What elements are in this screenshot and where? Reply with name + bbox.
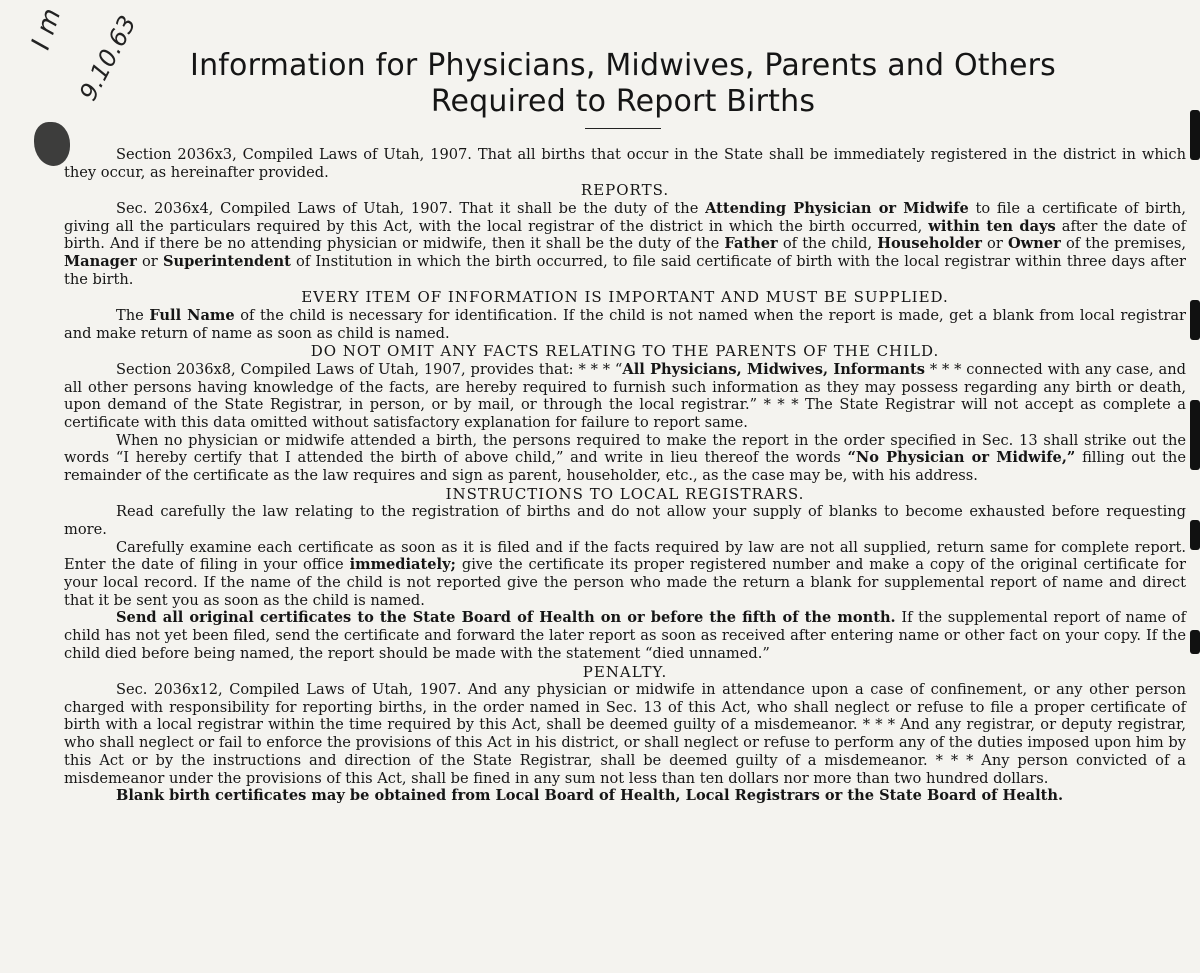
text-run: Section 2036x8, Compiled Laws of Utah, 1907, provides that: * * * “ — [116, 360, 623, 378]
bold-text: Superintendent — [162, 253, 291, 271]
section-heading: INSTRUCTIONS TO LOCAL REGISTRARS. — [445, 484, 805, 503]
section-heading: PENALTY. — [582, 662, 668, 681]
text-run: or — [981, 235, 1008, 253]
paragraph — [64, 787, 1186, 805]
section-heading: EVERY ITEM OF INFORMATION IS IMPORTANT AND MUST BE SUPPLIED. — [301, 288, 949, 307]
bold-text: Owner — [1007, 235, 1061, 253]
bold-text: All Physicians, Midwives, Informants — [622, 360, 925, 378]
bold-text: Full Name — [149, 306, 235, 324]
text-run: Section 2036x3, Compiled Laws of Utah, 1907. That all births that occur in the State shall be immediately registered in the district in which they occur, as hereinafter provided. — [64, 146, 1186, 181]
bold-text: within ten days — [928, 217, 1056, 235]
text-run: of the child, — [777, 235, 878, 253]
text-run: after the date of birth. And if there be no attending physician or midwife, then it shall be the duty of the — [64, 217, 1186, 253]
section-heading: REPORTS. — [580, 181, 670, 200]
handwritten-initials: I m — [26, 4, 68, 54]
text-run: filling out the remainder of the certificate as the law requires and sign as parent, householder, etc., as the case may be, with his address. — [64, 449, 1186, 485]
bold-text: “No Physician or Midwife,” — [847, 449, 1076, 467]
text-run: Carefully examine each certificate as soon as it is filed and if the facts required by law are not all supplied, return same for complete report. Enter the date of filing in your office — [64, 538, 1186, 574]
paragraph — [64, 503, 1186, 538]
paragraph — [64, 681, 1186, 787]
bold-text: Attending Physician or Midwife — [705, 199, 969, 217]
text-run: give the certificate its proper registered number and make a copy of the original certificate for your local record. If the name of the child is not reported give the person who made the return a blank for supplemental report of name and direct that it be sent you as soon as the child is named. — [64, 556, 1186, 609]
section-heading: DO NOT OMIT ANY FACTS RELATING TO THE PARENTS OF THE CHILD. — [310, 342, 940, 361]
bold-text: Blank birth certificates may be obtained from Local Board of Health, Local Registrars or the State Board of Health. — [116, 787, 1064, 805]
document-header — [140, 48, 1106, 129]
text-run: If the supplemental report of name of child has not yet been filed, send the certificate and forward the later report as soon as received after entering name or other fact on your copy. If the child died before being named, the report should be made with the statement “died unnamed.” — [64, 609, 1186, 662]
text-run: of Institution in which the birth occurred, to file said certificate of birth with the local registrar within three days after the birth. — [64, 253, 1186, 288]
text-run: When no physician or midwife attended a birth, the persons required to make the report in the order specified in Sec. 13 shall strike out the words “I hereby certify that I attended the birth of above child,” and write in lieu thereof the words — [64, 431, 1186, 467]
paragraph — [64, 432, 1186, 485]
text-run: of the premises, — [1060, 235, 1186, 253]
bold-text: immediately; — [349, 556, 456, 574]
paragraph — [64, 539, 1186, 610]
title-rule — [585, 128, 661, 129]
bold-text: Send all original certificates to the State Board of Health on or before the fifth of the month. — [116, 609, 896, 627]
bold-text: Father — [724, 235, 778, 253]
text-run: * * * connected with any case, and all other persons having knowledge of the facts, are hereby required to furnish such information as they may possess regarding any birth or death, upon demand of the State Registrar, in person, or by mail, or through the local registrar.” * * * The State Registrar will not accept as complete a certificate with this data omitted without satisfactory explanation for failure to report same. — [64, 360, 1186, 431]
paragraph — [64, 200, 1186, 289]
handwritten-date: 9.10.63 — [74, 11, 142, 106]
text-run: or — [136, 253, 163, 271]
text-run: Read carefully the law relating to the registration of births and do not allow your supply of blanks to become exhausted before requesting more. — [64, 503, 1186, 538]
bold-text: Householder — [877, 235, 982, 253]
torn-right-edge — [1184, 0, 1200, 973]
bold-text: Manager — [64, 253, 137, 271]
title-line-1: Information for Physicians, Midwives, Parents and Others — [190, 48, 1056, 83]
paragraph — [64, 361, 1186, 432]
text-run: of the child is necessary for identification. If the child is not named when the report is made, get a blank from local registrar and make return of name as soon as child is named. — [64, 306, 1187, 342]
paragraph — [64, 609, 1186, 662]
text-run: The — [116, 306, 150, 324]
text-run: Sec. 2036x4, Compiled Laws of Utah, 1907. That it shall be the duty of the — [116, 199, 706, 217]
paragraph — [64, 307, 1186, 342]
paragraph — [64, 146, 1186, 181]
title-line-2: Required to Report Births — [430, 84, 816, 119]
document-body — [64, 146, 1186, 805]
text-run: to file a certificate of birth, giving all the particulars required by this Act, with the local registrar of the district in which the birth occurred, — [64, 199, 1186, 235]
text-run: Sec. 2036x12, Compiled Laws of Utah, 1907. And any physician or midwife in attendance upon a case of confinement, or any other person charged with responsibility for reporting births, in the order named in Sec. 13 of this Act, who shall neglect or refuse to file a proper certificate of birth with a local registrar within the time required by this Act, shall be deemed guilty of a misdemeanor. * * * And any registrar, or deputy registrar, who shall neglect or fail to enforce the provisions of this Act in his district, or shall neglect or refuse to perform any of the duties imposed upon him by this Act or by the instructions and direction of the State Registrar, shall be deemed guilty of a misdemeanor. * * * Any person convicted of a misdemeanor under the provisions of this Act, shall be fined in any sum not less than ten dollars nor more than two hundred dollars. — [64, 681, 1186, 787]
